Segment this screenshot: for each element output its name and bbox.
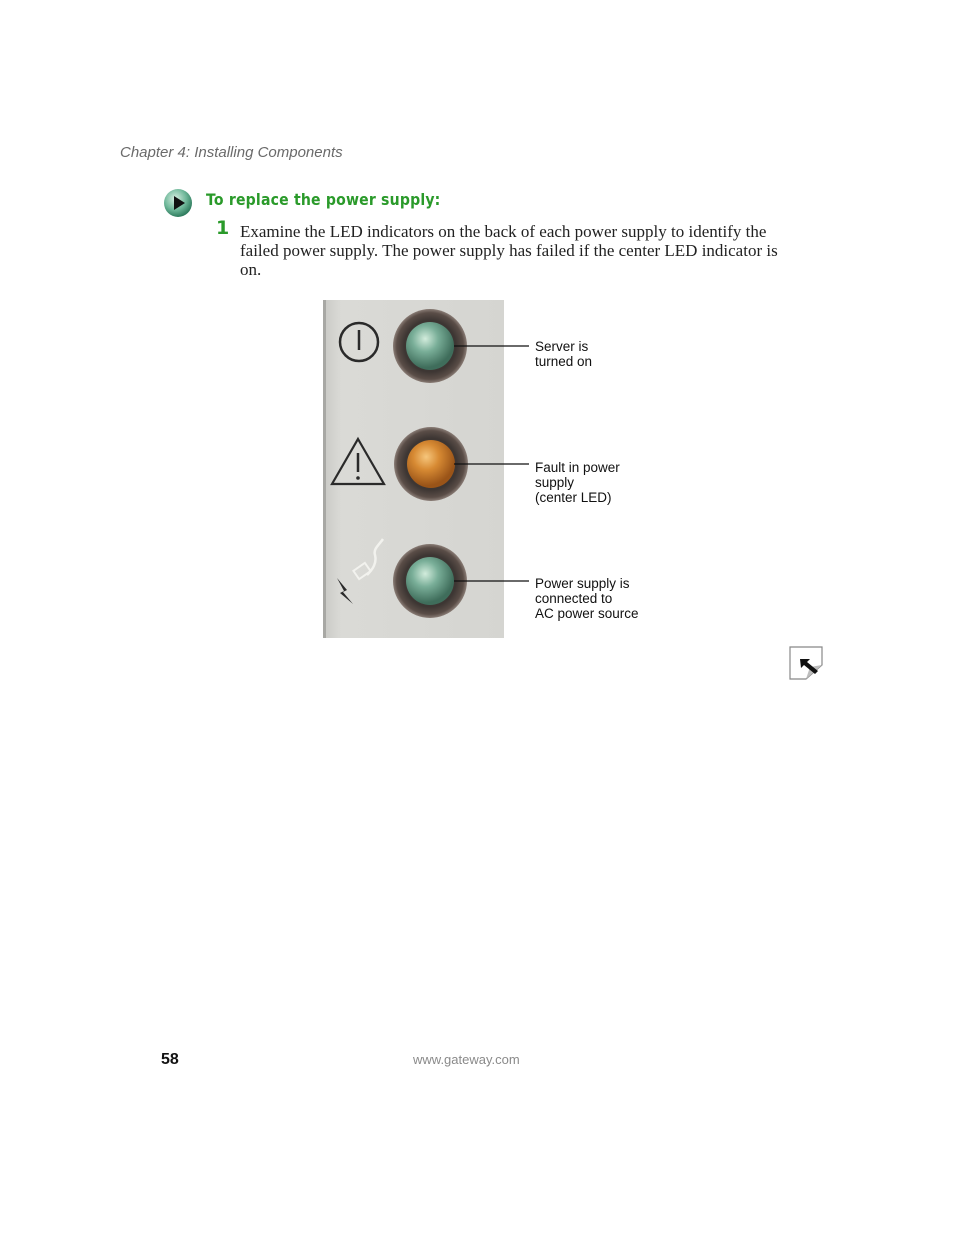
continue-arrow-icon	[788, 645, 824, 681]
callout-ac-connected: Power supply is connected to AC power source	[535, 576, 639, 621]
callout-server-on: Server is turned on	[535, 339, 593, 369]
led-server-on	[393, 309, 467, 383]
callout-fault: Fault in power supply (center LED)	[535, 460, 620, 505]
chapter-header: Chapter 4: Installing Components	[120, 144, 343, 161]
footer-url: www.gateway.com	[413, 1052, 520, 1067]
led-ac-connected	[393, 544, 467, 618]
step-text: Examine the LED indicators on the back of each power supply to identify the failed power supply. The power supply has failed if the center LED indicator is on.	[240, 222, 778, 279]
led-fault	[394, 427, 468, 501]
page-number: 58	[161, 1051, 179, 1068]
procedure-title: To replace the power supply:	[206, 190, 441, 209]
procedure-arrow-icon	[163, 188, 193, 218]
led-panel-figure	[323, 300, 504, 638]
step-number: 1	[216, 217, 230, 239]
